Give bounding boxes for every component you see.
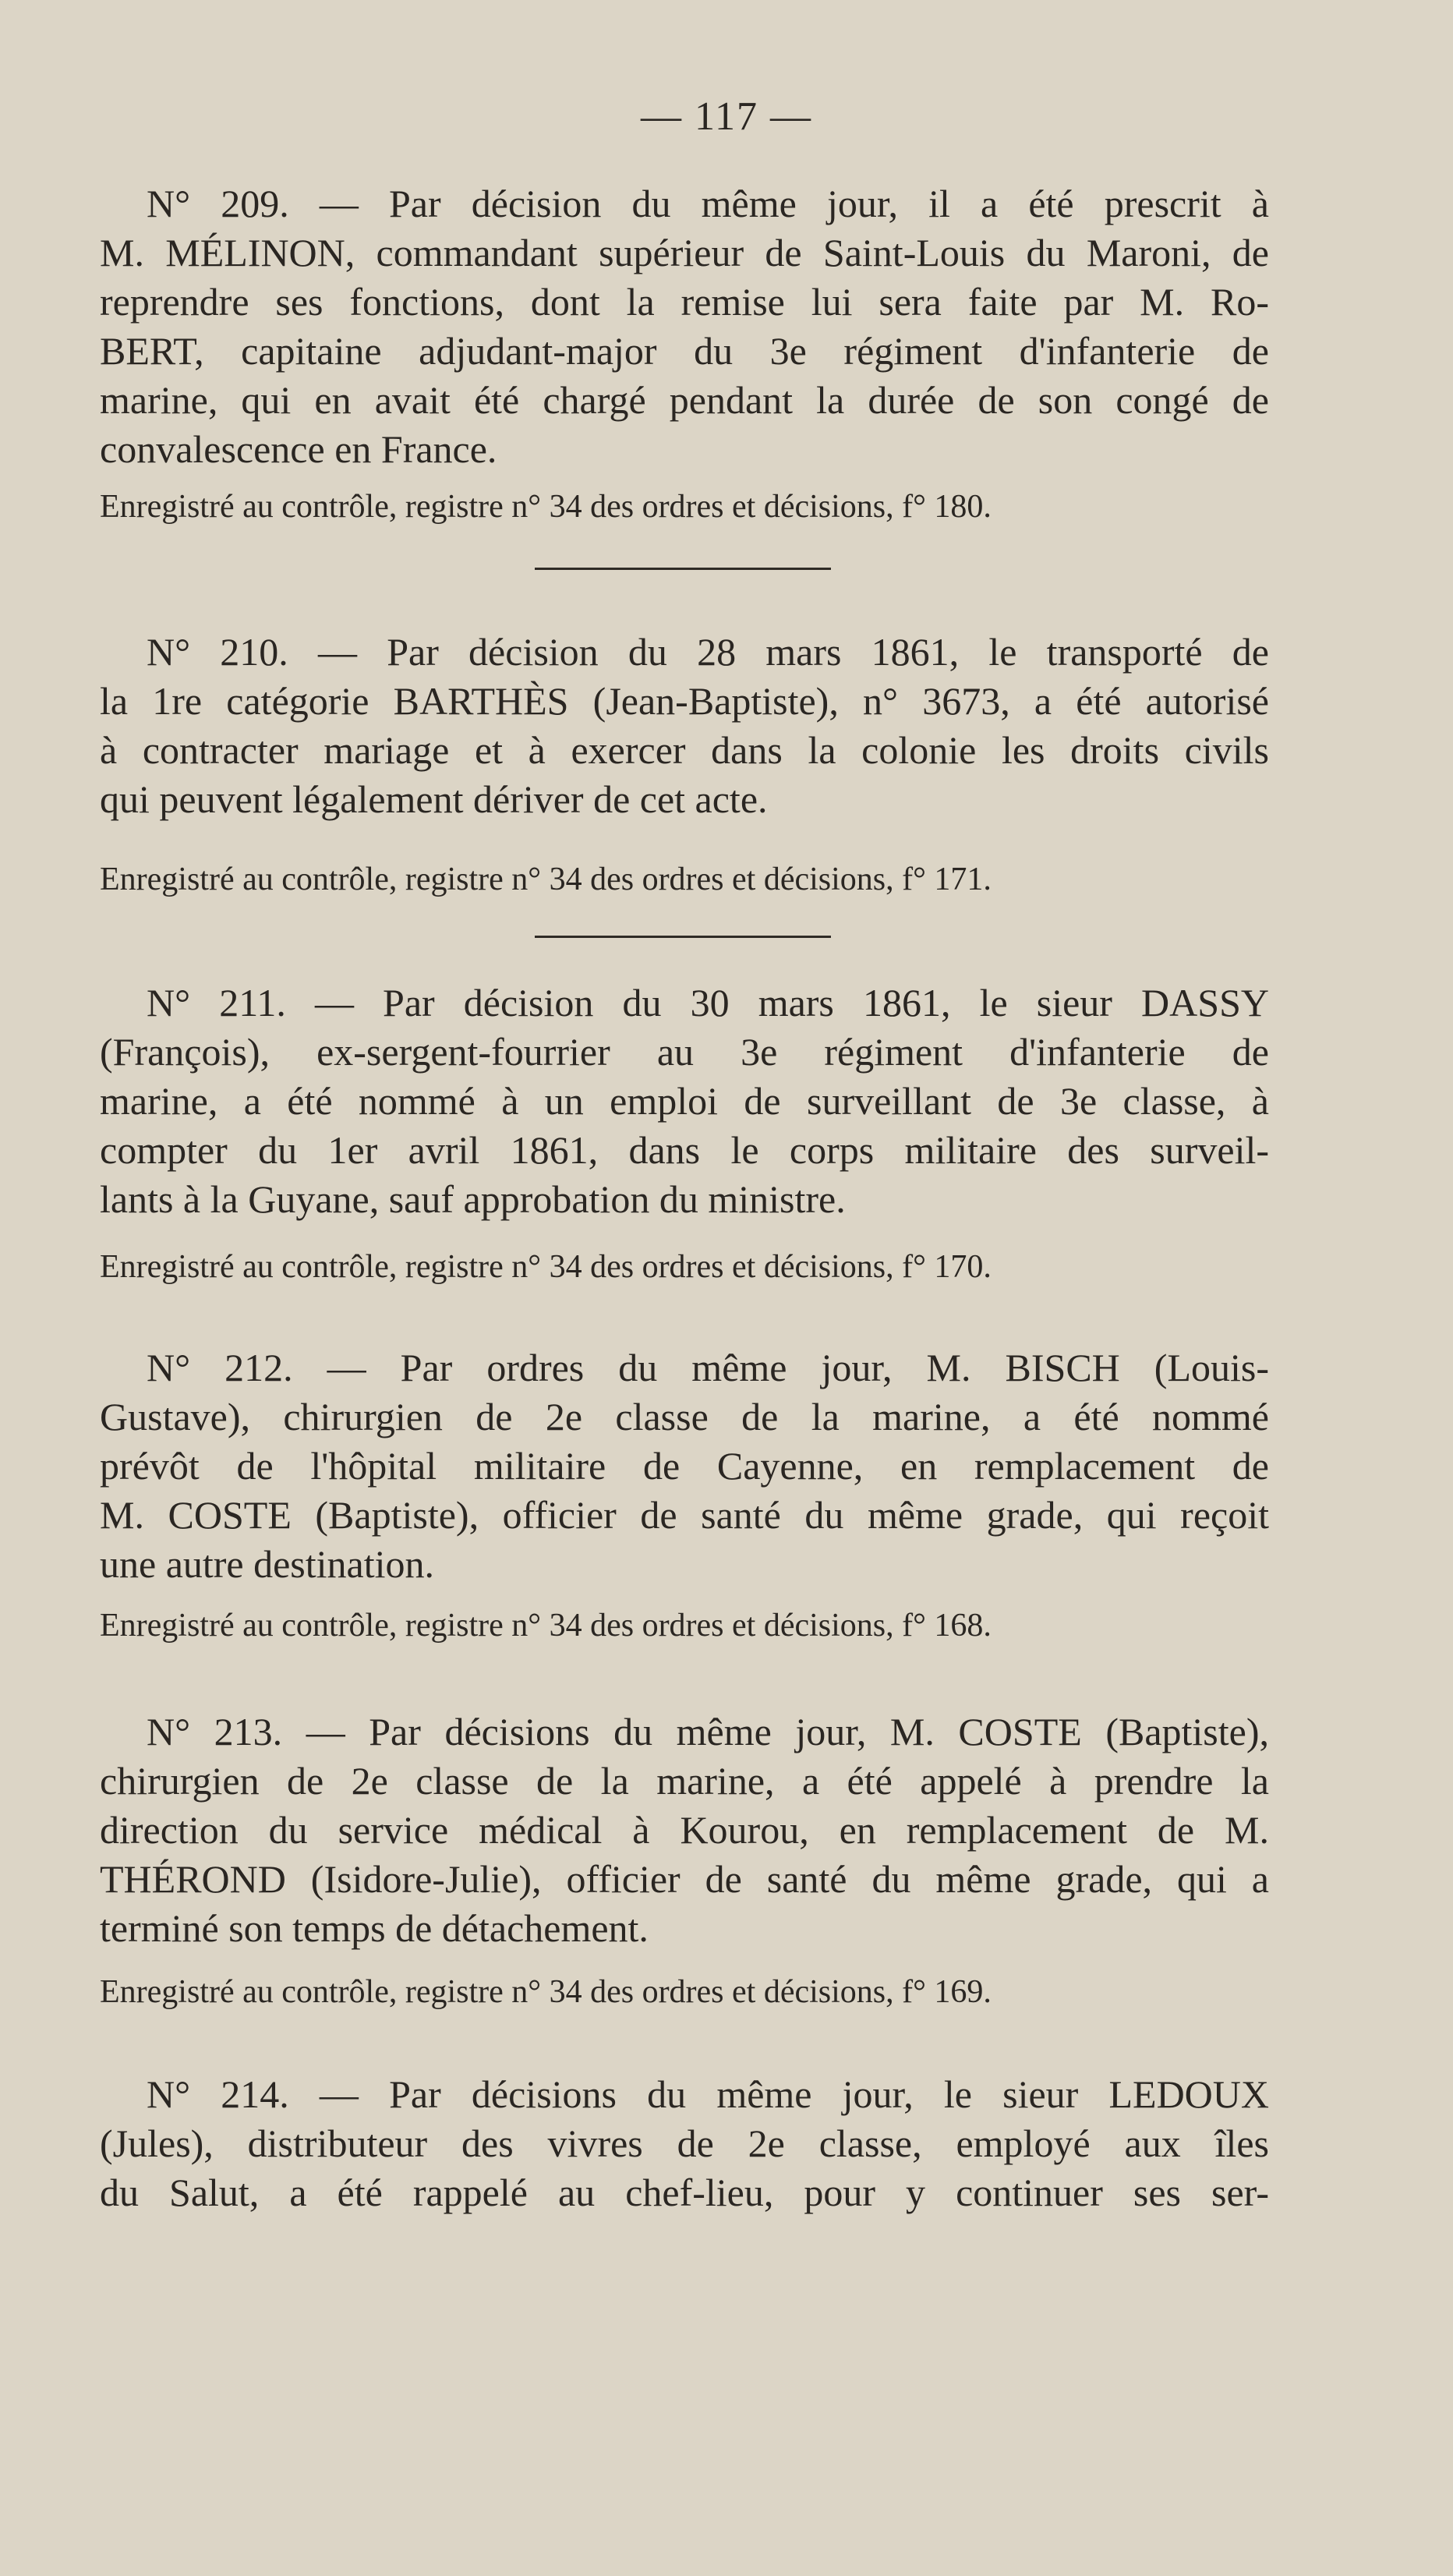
entry-214-text xyxy=(100,2070,1269,2217)
entry-211-text xyxy=(100,978,1269,1224)
separator-rule xyxy=(535,568,831,570)
entry-210-register: Enregistré au contrôle, registre n° 34 des ordres et décisions, f° 171. xyxy=(100,862,992,897)
entry-line: direction du service médical à Kourou, en remplacement de M. xyxy=(100,1808,1269,1852)
entry-line: qui peuvent légalement dériver de cet acte. xyxy=(100,777,768,821)
entry-line: du Salut, a été rappelé au chef-lieu, pour y continuer ses ser- xyxy=(100,2171,1269,2214)
entry-line: marine, qui en avait été chargé pendant la durée de son congé de xyxy=(100,378,1269,422)
entry-line: prévôt de l'hôpital militaire de Cayenne, en remplacement de xyxy=(100,1444,1269,1488)
entry-line: N° 213. — Par décisions du même jour, M. COSTE (Baptiste), xyxy=(147,1710,1269,1753)
entry-line: reprendre ses fonctions, dont la remise lui sera faite par M. Ro- xyxy=(100,280,1269,324)
entry-210-text xyxy=(100,628,1269,824)
entry-line: Gustave), chirurgien de 2e classe de la marine, a été nommé xyxy=(100,1395,1269,1438)
entry-line: chirurgien de 2e classe de la marine, a été appelé à prendre la xyxy=(100,1759,1269,1803)
entry-line: M. COSTE (Baptiste), officier de santé du même grade, qui reçoit xyxy=(100,1493,1269,1537)
entry-212-register: Enregistré au contrôle, registre n° 34 des ordres et décisions, f° 168. xyxy=(100,1608,992,1644)
entry-line: THÉROND (Isidore-Julie), officier de santé du même grade, qui a xyxy=(100,1857,1269,1901)
entry-209-register: Enregistré au contrôle, registre n° 34 des ordres et décisions, f° 180. xyxy=(100,489,992,525)
entry-line: compter du 1er avril 1861, dans le corps militaire des surveil- xyxy=(100,1128,1269,1172)
separator-rule xyxy=(535,936,831,938)
entry-line: N° 209. — Par décision du même jour, il a été prescrit à xyxy=(147,182,1269,225)
entry-line: à contracter mariage et à exercer dans la colonie les droits civils xyxy=(100,728,1269,772)
entry-line: N° 211. — Par décision du 30 mars 1861, le sieur DASSY xyxy=(147,981,1269,1024)
entry-line: terminé son temps de détachement. xyxy=(100,1906,649,1950)
entry-line: une autre destination. xyxy=(100,1542,435,1586)
entry-line: (Jules), distributeur des vivres de 2e classe, employé aux îles xyxy=(100,2121,1269,2165)
entry-line: marine, a été nommé à un emploi de surveillant de 3e classe, à xyxy=(100,1079,1269,1123)
entry-211-register: Enregistré au contrôle, registre n° 34 des ordres et décisions, f° 170. xyxy=(100,1249,992,1285)
entry-line: la 1re catégorie BARTHÈS (Jean-Baptiste), n° 3673, a été autorisé xyxy=(100,679,1269,723)
entry-209-text xyxy=(100,179,1269,474)
entry-line: (François), ex-sergent-fourrier au 3e régiment d'infanterie de xyxy=(100,1030,1269,1074)
entry-213-text xyxy=(100,1707,1269,1953)
entry-212-text xyxy=(100,1343,1269,1589)
entry-line: M. MÉLINON, commandant supérieur de Saint-Louis du Maroni, de xyxy=(100,231,1269,274)
entry-213-register: Enregistré au contrôle, registre n° 34 des ordres et décisions, f° 169. xyxy=(100,1974,992,2010)
entry-line: lants à la Guyane, sauf approbation du ministre. xyxy=(100,1177,846,1221)
entry-line: BERT, capitaine adjudant-major du 3e régiment d'infanterie de xyxy=(100,329,1269,373)
entry-line: N° 214. — Par décisions du même jour, le sieur LEDOUX xyxy=(147,2072,1269,2116)
entry-line: N° 212. — Par ordres du même jour, M. BISCH (Louis- xyxy=(147,1346,1269,1389)
entry-line: convalescence en France. xyxy=(100,427,497,471)
page-number: — 117 — xyxy=(640,94,813,139)
entry-line: N° 210. — Par décision du 28 mars 1861, le transporté de xyxy=(147,630,1269,674)
